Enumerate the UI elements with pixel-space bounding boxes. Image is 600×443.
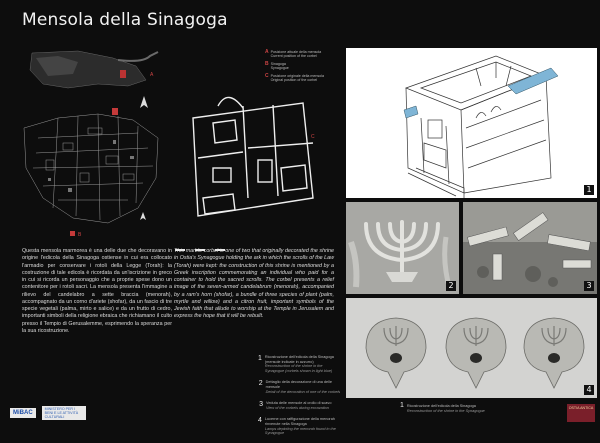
site-map [18, 48, 170, 248]
caption-4: 4 Lucerne con raffigurazione della menorah rinvenute nella Sinagoga Lamps depicting the menorah found in the Synagogue [258, 417, 336, 436]
ministry-logo: MINISTERO PER I BENI E LE ATTIVITÀ CULTURALI [42, 406, 86, 421]
legend-item-a: A Posizione attuale della mensola Current position of the corbel [265, 49, 322, 59]
photo-number-4: 4 [584, 385, 594, 395]
photo-reconstruction [346, 48, 597, 198]
legend-item-c: C Posizione originale della mensola Original position of the corbel [265, 72, 324, 83]
page-title: Mensola della Sinagoga [22, 10, 228, 30]
map-label-a: A [150, 72, 154, 78]
photo-number-2: 2 [446, 281, 456, 291]
photo-number-1: 1 [584, 185, 594, 195]
footer-caption: 1 Ricostruzione dell'edicola della Sinagoga Reconstruction of the shrine in the Synagogue [400, 402, 485, 413]
photo-number-3: 3 [584, 281, 594, 291]
description-english: This marble corbel is one of two that originally decorated the shrine in Ostia's Synagogue holding the ark in which the scrolls of the Law (Torah) were kept: the construction of this shrine is mentioned by a Greek inscription commemorating an individual who paid for a container to hold the sacred scrolls. The corbel presents a relief image of the seven-armed candelabrum (menorah), accompanied by a ram's horn (shofar), a bundle of three species of plant (palm, myrtle and willow) and a citron fruit, important symbols of the Jewish faith that allude to worship at the Temple in Jerusalem and express the hope that it will be rebuilt. [174, 248, 334, 320]
scale-bar [175, 240, 235, 246]
description-italian: Questa mensola marmorea è una delle due che decoravano in origine l'edicola della Sinagoga ostiense in cui era collocato l'armadio per conservare i rotoli della Legge (Torah): la costruzione di tale edicola è ricordata da un'iscrizione in greco in cui si ricorda un personaggio che a proprie spese dono un contenitore per i rotoli sacri. La mensola presenta l'immagine a rilievo del candelabro a sette braccia (menorah), accompagnato da un corno d'ariete (shofar), da un fascio di tre specie vegetali (palma, mirto e salice) e da un frutto di cedro, importanti simboli della religione ebraica che richiamano il culto presso il Tempio di Gerusalemme, esprimendo la speranza per la sua ricostruzione. [22, 248, 172, 334]
legend-item-b: B Sinagoga Synagogue [265, 60, 289, 71]
caption-1: 1 Ricostruzione dell'edicola della Sinagoga (mensole indicate in azzurro) Reconstruction of the shrine in the Synagogue (corbels shown in light blue) [258, 355, 334, 373]
footer-logos [10, 402, 86, 424]
map-label-b: B [78, 232, 82, 238]
mibac-logo: MiBAC [10, 408, 36, 418]
plan-label-c: C [311, 134, 315, 140]
map-legend [265, 50, 343, 85]
photo-lamps [346, 298, 597, 398]
photo-excavation [463, 202, 597, 294]
photo-menorah-detail [346, 202, 459, 294]
ostia-antica-logo: OSTIA ANTICA [567, 404, 595, 422]
caption-2: 2 Dettaglio della decorazione di una delle mensole Detail of the decoration of one of the corbels [258, 380, 341, 394]
caption-3: 3 Veduta delle mensole al crollo di scavo View of the corbels during excavation [259, 401, 332, 410]
